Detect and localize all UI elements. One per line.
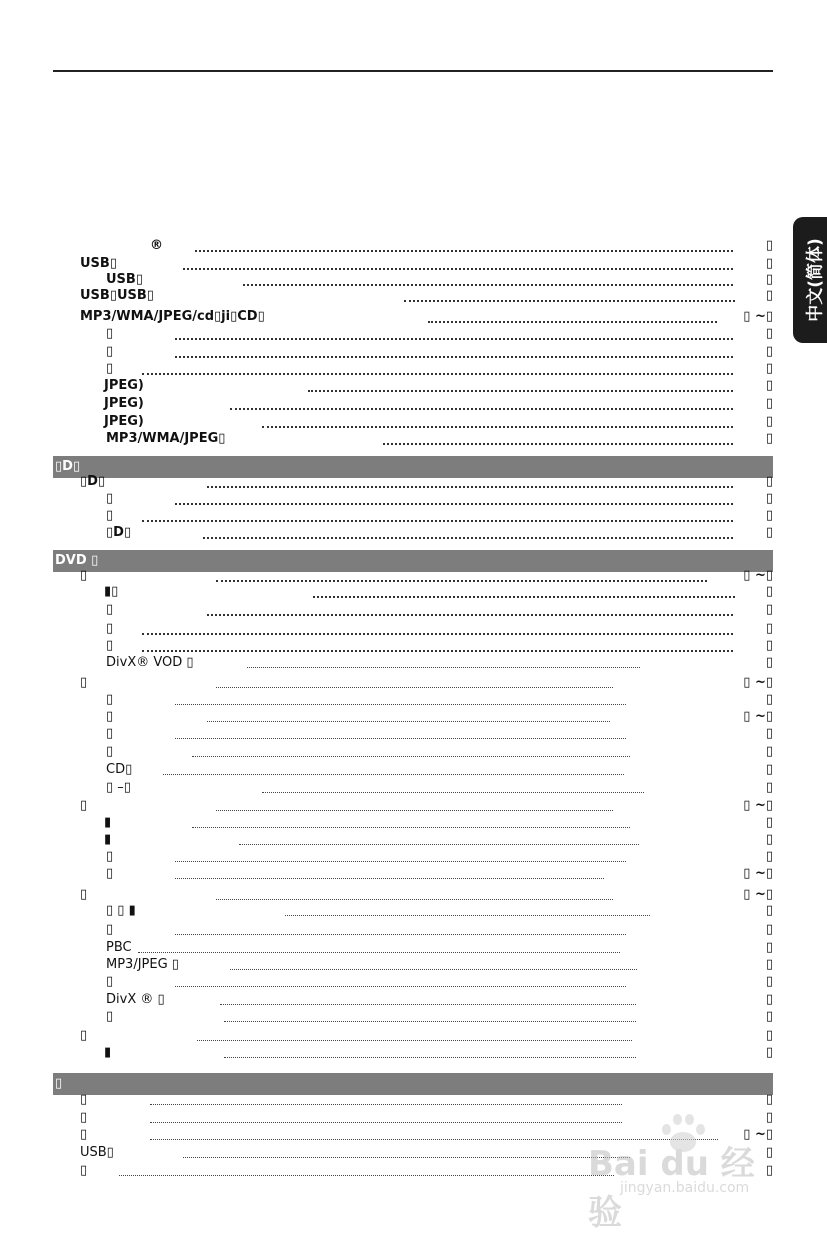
toc-entry-page: ▯ bbox=[765, 744, 773, 759]
toc-entry-page: ▯ ~▯ bbox=[743, 887, 773, 902]
toc-entry-title: ▯ –▯ bbox=[106, 780, 131, 795]
toc-entry-page: ▯ bbox=[765, 602, 773, 617]
dot-leader bbox=[163, 756, 624, 775]
toc-entry-title: ® bbox=[150, 238, 163, 253]
toc-entry-page: ▯ bbox=[765, 992, 773, 1007]
toc-entry-page: ▯ ~▯ bbox=[743, 309, 773, 324]
toc-entry-page: ▯ ~▯ bbox=[743, 568, 773, 583]
toc-entry-page: ▯ bbox=[765, 525, 773, 540]
toc-entry-page: ▯ bbox=[765, 584, 773, 599]
toc-entry-page: ▯ bbox=[765, 1092, 773, 1107]
dot-leader bbox=[383, 425, 733, 445]
dot-leader bbox=[175, 720, 626, 739]
toc-entry-title: ▯ bbox=[80, 887, 88, 902]
toc-entry-page: ▯ ~▯ bbox=[743, 798, 773, 813]
dot-leader bbox=[404, 282, 735, 302]
toc-entry-title: ▯ bbox=[106, 922, 114, 937]
toc-entry-title: ▯ bbox=[106, 344, 114, 359]
dot-leader bbox=[175, 860, 604, 879]
watermark-url: jingyan.baidu.com bbox=[620, 1180, 750, 1196]
toc-entry-title: JPEG) bbox=[104, 378, 144, 393]
toc-entry-page: ▯ bbox=[765, 326, 773, 341]
toc-entry-title: ▯ bbox=[80, 1163, 88, 1178]
toc-entry-page: ▯ bbox=[765, 1045, 773, 1060]
toc-entry-page: ▯ bbox=[765, 288, 773, 303]
toc-entry-title: ▯ bbox=[80, 1028, 88, 1043]
watermark bbox=[588, 1110, 778, 1233]
toc-entry-page: ▯ bbox=[765, 957, 773, 972]
toc-entry-title: CD▯ bbox=[106, 762, 133, 777]
dot-leader bbox=[247, 649, 640, 668]
dot-leader bbox=[224, 1039, 636, 1058]
section-header-label: ▯D▯ bbox=[55, 459, 81, 474]
section-header-label: DVD ▯ bbox=[55, 553, 99, 568]
toc-entry-page: ▯ bbox=[765, 849, 773, 864]
toc-entry-page: ▯ bbox=[765, 238, 773, 253]
toc-entry-title: ▯ bbox=[106, 602, 114, 617]
toc-entry-title: ▯ bbox=[80, 568, 88, 583]
toc-entry[interactable] bbox=[53, 1044, 773, 1062]
toc-entry-title: ▯ bbox=[106, 508, 114, 523]
toc-entry-title: ▮ bbox=[104, 832, 112, 847]
dot-leader bbox=[119, 1157, 614, 1176]
dot-leader bbox=[150, 1086, 622, 1105]
toc-entry-page: ▯ ~▯ bbox=[743, 675, 773, 690]
toc-entry-title: ▯ bbox=[80, 675, 88, 690]
dot-leader bbox=[175, 916, 626, 935]
dot-leader bbox=[308, 372, 733, 392]
toc-entry-title: ▯ bbox=[106, 692, 114, 707]
toc-entry-page: ▯ bbox=[765, 491, 773, 506]
toc-entry-page: ▯ bbox=[765, 344, 773, 359]
toc-entry-page: ▯ bbox=[765, 974, 773, 989]
toc-entry-page: ▯ ~▯ bbox=[743, 709, 773, 724]
dot-leader bbox=[203, 519, 733, 539]
dot-leader bbox=[285, 897, 650, 916]
toc-entry-page: ▯ ~▯ bbox=[743, 866, 773, 881]
toc-entry-page: ▯ bbox=[765, 655, 773, 670]
toc-entry-title: ▮ bbox=[104, 1045, 112, 1060]
toc-entry-page: ▯ bbox=[765, 922, 773, 937]
toc-entry-title: ▯ bbox=[106, 974, 114, 989]
dot-leader bbox=[207, 596, 733, 616]
toc-entry-title: ▮ bbox=[104, 815, 112, 830]
dot-leader bbox=[175, 968, 626, 987]
toc-entry-title: MP3/JPEG ▯ bbox=[106, 957, 179, 972]
dot-leader bbox=[262, 774, 644, 793]
toc-entry-page: ▯ bbox=[765, 832, 773, 847]
toc-entry-page: ▯ bbox=[765, 638, 773, 653]
toc-entry-page: ▯ ~▯ bbox=[743, 1127, 773, 1142]
toc-entry-title: ▯ bbox=[80, 1127, 88, 1142]
toc-entry-title: ▯ ▯ ▮ bbox=[106, 903, 136, 918]
toc-entry-page: ▯ bbox=[765, 508, 773, 523]
toc-entry-page: ▯ bbox=[765, 692, 773, 707]
toc-entry-title: USB▯USB▯ bbox=[80, 288, 154, 303]
toc-entry-title: ▯D▯ bbox=[106, 525, 132, 540]
toc-entry-title: JPEG) bbox=[104, 414, 144, 429]
toc-entry-title: MP3/WMA/JPEG▯ bbox=[106, 431, 226, 446]
toc-entry-page: ▯ bbox=[765, 414, 773, 429]
toc-entry-page: ▯ bbox=[765, 431, 773, 446]
watermark-logo: Bai du 经验 bbox=[588, 1144, 755, 1233]
toc-entry-title: ▯ bbox=[80, 1092, 88, 1107]
language-tab bbox=[793, 217, 827, 343]
toc-entry-page: ▯ bbox=[765, 272, 773, 287]
dot-leader bbox=[313, 578, 735, 598]
dot-leader bbox=[224, 1003, 636, 1022]
toc-entry-title: MP3/WMA/JPEG/cd▯ji▯CD▯ bbox=[80, 309, 265, 324]
toc-entry-title: ▮▯ bbox=[104, 584, 119, 599]
toc-entry-page: ▯ bbox=[765, 1110, 773, 1125]
toc-entry[interactable] bbox=[53, 524, 773, 542]
toc-entry-page: ▯ bbox=[765, 780, 773, 795]
toc-entry-title: ▯ bbox=[106, 491, 114, 506]
toc-entry-title: ▯ bbox=[80, 1110, 88, 1125]
toc-entry-title: ▯ bbox=[106, 726, 114, 741]
toc-entry-page: ▯ bbox=[765, 396, 773, 411]
toc-entry[interactable] bbox=[53, 430, 773, 448]
dot-leader bbox=[175, 320, 733, 340]
toc-entry-title: ▯D▯ bbox=[80, 474, 106, 489]
toc-entry-page: ▯ bbox=[765, 762, 773, 777]
toc-entry-page: ▯ bbox=[765, 1009, 773, 1024]
section-header-label: ▯ bbox=[55, 1076, 63, 1091]
dot-leader bbox=[195, 232, 733, 252]
toc-entry-page: ▯ bbox=[765, 1145, 773, 1160]
toc-entry-title: ▯ bbox=[80, 798, 88, 813]
toc-entry-title: ▯ bbox=[106, 621, 114, 636]
toc-entry-page: ▯ bbox=[765, 1163, 773, 1178]
toc-entry-title: DivX ® ▯ bbox=[106, 992, 165, 1007]
toc-entry-title: PBC bbox=[106, 940, 132, 955]
toc-entry-page: ▯ bbox=[765, 940, 773, 955]
toc-entry-title: ▯ bbox=[106, 709, 114, 724]
dot-leader bbox=[183, 1139, 630, 1158]
dot-leader bbox=[230, 390, 733, 410]
toc-entry-title: USB▯ bbox=[106, 272, 143, 287]
toc-entry-page: ▯ bbox=[765, 474, 773, 489]
toc-entry-page: ▯ bbox=[765, 378, 773, 393]
toc-entry-page: ▯ bbox=[765, 903, 773, 918]
toc-entry-title: ▯ bbox=[106, 638, 114, 653]
language-tab-label: 中文(简体) bbox=[805, 238, 826, 322]
toc-entry-title: ▯ bbox=[106, 849, 114, 864]
toc-entry-page: ▯ bbox=[765, 1028, 773, 1043]
toc-entry-page: ▯ bbox=[765, 256, 773, 271]
toc-entry-title: ▯ bbox=[106, 361, 114, 376]
toc-entry-title: ▯ bbox=[106, 326, 114, 341]
toc-entry-title: DivX® VOD ▯ bbox=[106, 655, 194, 670]
toc-entry-page: ▯ bbox=[765, 815, 773, 830]
toc-entry-title: ▯ bbox=[106, 1009, 114, 1024]
toc-entry-page: ▯ bbox=[765, 361, 773, 376]
toc-entry-page: ▯ bbox=[765, 621, 773, 636]
toc-entry-title: JPEG) bbox=[104, 396, 144, 411]
toc-entry-title: USB▯ bbox=[80, 1145, 114, 1160]
toc-entry-page: ▯ bbox=[765, 726, 773, 741]
toc-entry-title: ▯ bbox=[106, 744, 114, 759]
top-rule bbox=[53, 70, 773, 72]
toc-entry-title: USB▯ bbox=[80, 256, 117, 271]
dot-leader bbox=[192, 738, 630, 757]
toc-entry-title: ▯ bbox=[106, 866, 114, 881]
